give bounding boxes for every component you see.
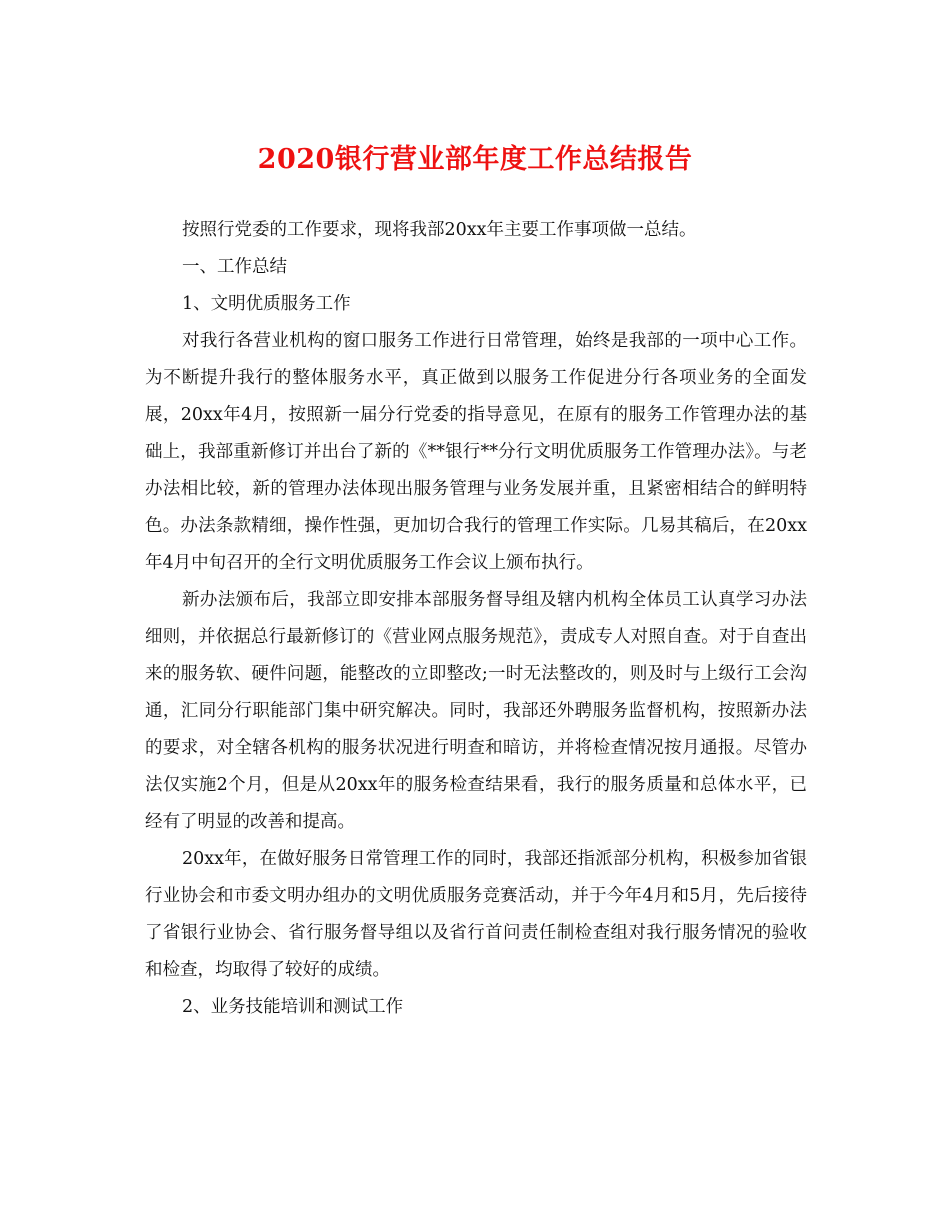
body-paragraph: 对我行各营业机构的窗口服务工作进行日常管理，始终是我部的一项中心工作。为不断提升我行的整体服务水平，真正做到以服务工作促进分行各项业务的全面发展，20xx年4月，按照新一届分行党委的指导意见，在原有的服务工作管理办法的基础上，我部重新修订并出台了新的《**银行**分行文明优质服务工作管理办法》。与老办法相比较，新的管理办法体现出服务管理与业务发展并重，且紧密相结合的鲜明特色。办法条款精细，操作性强，更加切合我行的管理工作实际。几易其稿后，在20xx年4月中旬召开的全行文明优质服务工作会议上颁布执行。 [145, 331, 807, 573]
document-title: 2020银行营业部年度工作总结报告 [257, 144, 693, 175]
body-paragraph: 20xx年，在做好服务日常管理工作的同时，我部还指派部分机构，积极参加省银行业协会和市委文明办组办的文明优质服务竞赛活动，并于今年4月和5月，先后接待了省银行业协会、省行服务督导组以及省行首问责任制检查组对我行服务情况的验收和检查，均取得了较好的成绩。 [145, 849, 807, 980]
document-body [145, 212, 807, 1026]
body-paragraph: 新办法颁布后，我部立即安排本部服务督导组及辖内机构全体员工认真学习办法细则，并依据总行最新修订的《营业网点服务规范》，责成专人对照自查。对于自查出来的服务软、硬件问题，能整改的立即整改;一时无法整改的，则及时与上级行工会沟通，汇同分行职能部门集中研究解决。同时，我部还外聘服务监督机构，按照新办法的要求，对全辖各机构的服务状况进行明查和暗访，并将检查情况按月通报。尽管办法仅实施2个月，但是从20xx年的服务检查结果看，我行的服务质量和总体水平，已经有了明显的改善和提高。 [145, 590, 807, 832]
subsection-heading-training: 2、业务技能培训和测试工作 [182, 997, 404, 1017]
intro-paragraph: 按照行党委的工作要求，现将我部20xx年主要工作事项做一总结。 [182, 220, 697, 240]
subsection-heading-service: 1、文明优质服务工作 [182, 294, 351, 314]
section-heading-work-summary: 一、工作总结 [182, 257, 287, 277]
